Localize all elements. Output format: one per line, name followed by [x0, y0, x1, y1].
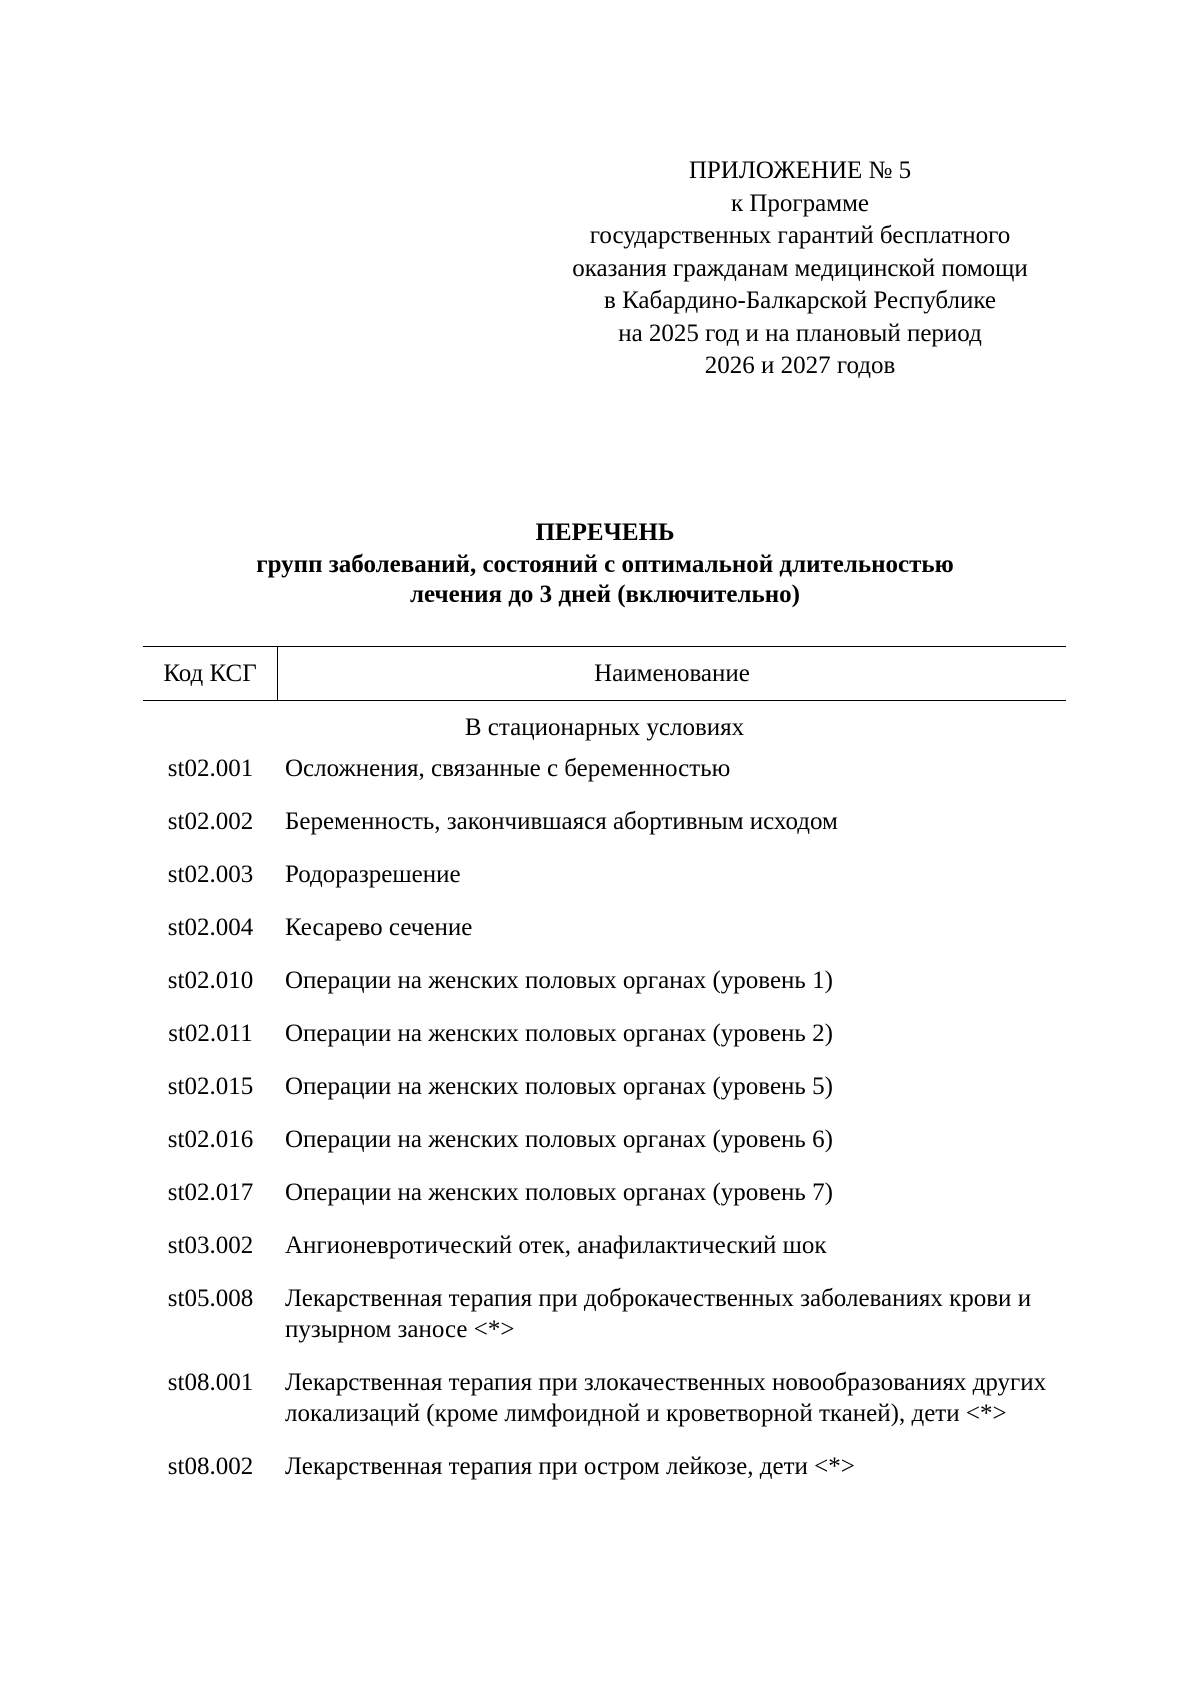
row-name: Операции на женских половых органах (уровень 7) [285, 1179, 833, 1206]
row-code: st02.002 [167, 808, 254, 835]
appendix-line: к Программе [730, 189, 870, 217]
header-name: Наименование [594, 659, 750, 687]
table-row [143, 806, 1066, 837]
row-code: st02.011 [168, 1020, 253, 1047]
section-title: В стационарных условиях [464, 714, 745, 741]
appendix-line: 2026 и 2027 годов [704, 352, 896, 379]
table-row [143, 1451, 1066, 1482]
row-code: st02.003 [167, 861, 254, 888]
row-name: Операции на женских половых органах (уровень 2) [285, 1020, 833, 1047]
title-line: групп заболеваний, состояний с оптимальной длительностью [256, 551, 954, 578]
row-name: Операции на женских половых органах (уровень 6) [285, 1126, 833, 1153]
table-row [143, 912, 1066, 943]
header-code: Код КСГ [143, 647, 278, 700]
row-code: st02.001 [167, 755, 254, 782]
document-title [140, 518, 1070, 610]
title-line: лечения до 3 дней (включительно) [410, 581, 800, 608]
table-row [143, 1230, 1066, 1261]
table-row [143, 1283, 1066, 1345]
table-row [143, 1367, 1066, 1429]
row-name: Лекарственная терапия при остром лейкозе, дети <*> [285, 1453, 855, 1480]
table-row [143, 1071, 1066, 1102]
row-code: st02.004 [167, 914, 254, 941]
title-main: ПЕРЕЧЕНЬ [535, 519, 675, 546]
table-row [143, 965, 1066, 996]
appendix-line: в Кабардино-Балкарской Республике [604, 287, 996, 314]
row-code: st02.016 [167, 1126, 254, 1153]
table-row [143, 753, 1066, 784]
row-name: Беременность, закончившаяся абортивным исходом [285, 808, 838, 835]
row-code: st03.002 [167, 1232, 254, 1259]
row-name: Родоразрешение [285, 861, 461, 888]
row-name: Операции на женских половых органах (уровень 5) [285, 1073, 833, 1100]
row-name: Операции на женских половых органах (уровень 1) [285, 967, 833, 994]
appendix-line: на 2025 год и на плановый период [618, 319, 982, 347]
table-row [143, 1177, 1066, 1208]
row-code: st02.015 [167, 1073, 254, 1100]
appendix-line: оказания гражданам медицинской помощи [572, 254, 1028, 282]
row-code: st02.017 [167, 1179, 254, 1206]
row-name: Кесарево сечение [285, 914, 473, 941]
row-code: st08.002 [167, 1453, 254, 1480]
table-row [143, 1018, 1066, 1049]
table-row [143, 859, 1066, 890]
row-name: Лекарственная терапия при злокачественных новообразованиях других локализаций (кроме лимфоидной и кроветворной тканей), дети <*> [285, 1369, 1047, 1427]
appendix-line: государственных гарантий бесплатного [589, 222, 1011, 249]
appendix-header [520, 155, 1080, 383]
appendix-line: ПРИЛОЖЕНИЕ № 5 [688, 157, 912, 184]
row-code: st08.001 [167, 1369, 254, 1396]
row-code: st02.010 [167, 967, 254, 994]
ksg-table [143, 646, 1066, 1504]
row-code: st05.008 [167, 1285, 254, 1312]
row-name: Осложнения, связанные с беременностью [285, 755, 731, 782]
row-name: Лекарственная терапия при доброкачественных заболеваниях крови и пузырном заносе <*> [285, 1285, 1032, 1343]
row-name: Ангионевротический отек, анафилактический шок [285, 1232, 827, 1259]
table-row [143, 1124, 1066, 1155]
table-header [143, 646, 1066, 701]
